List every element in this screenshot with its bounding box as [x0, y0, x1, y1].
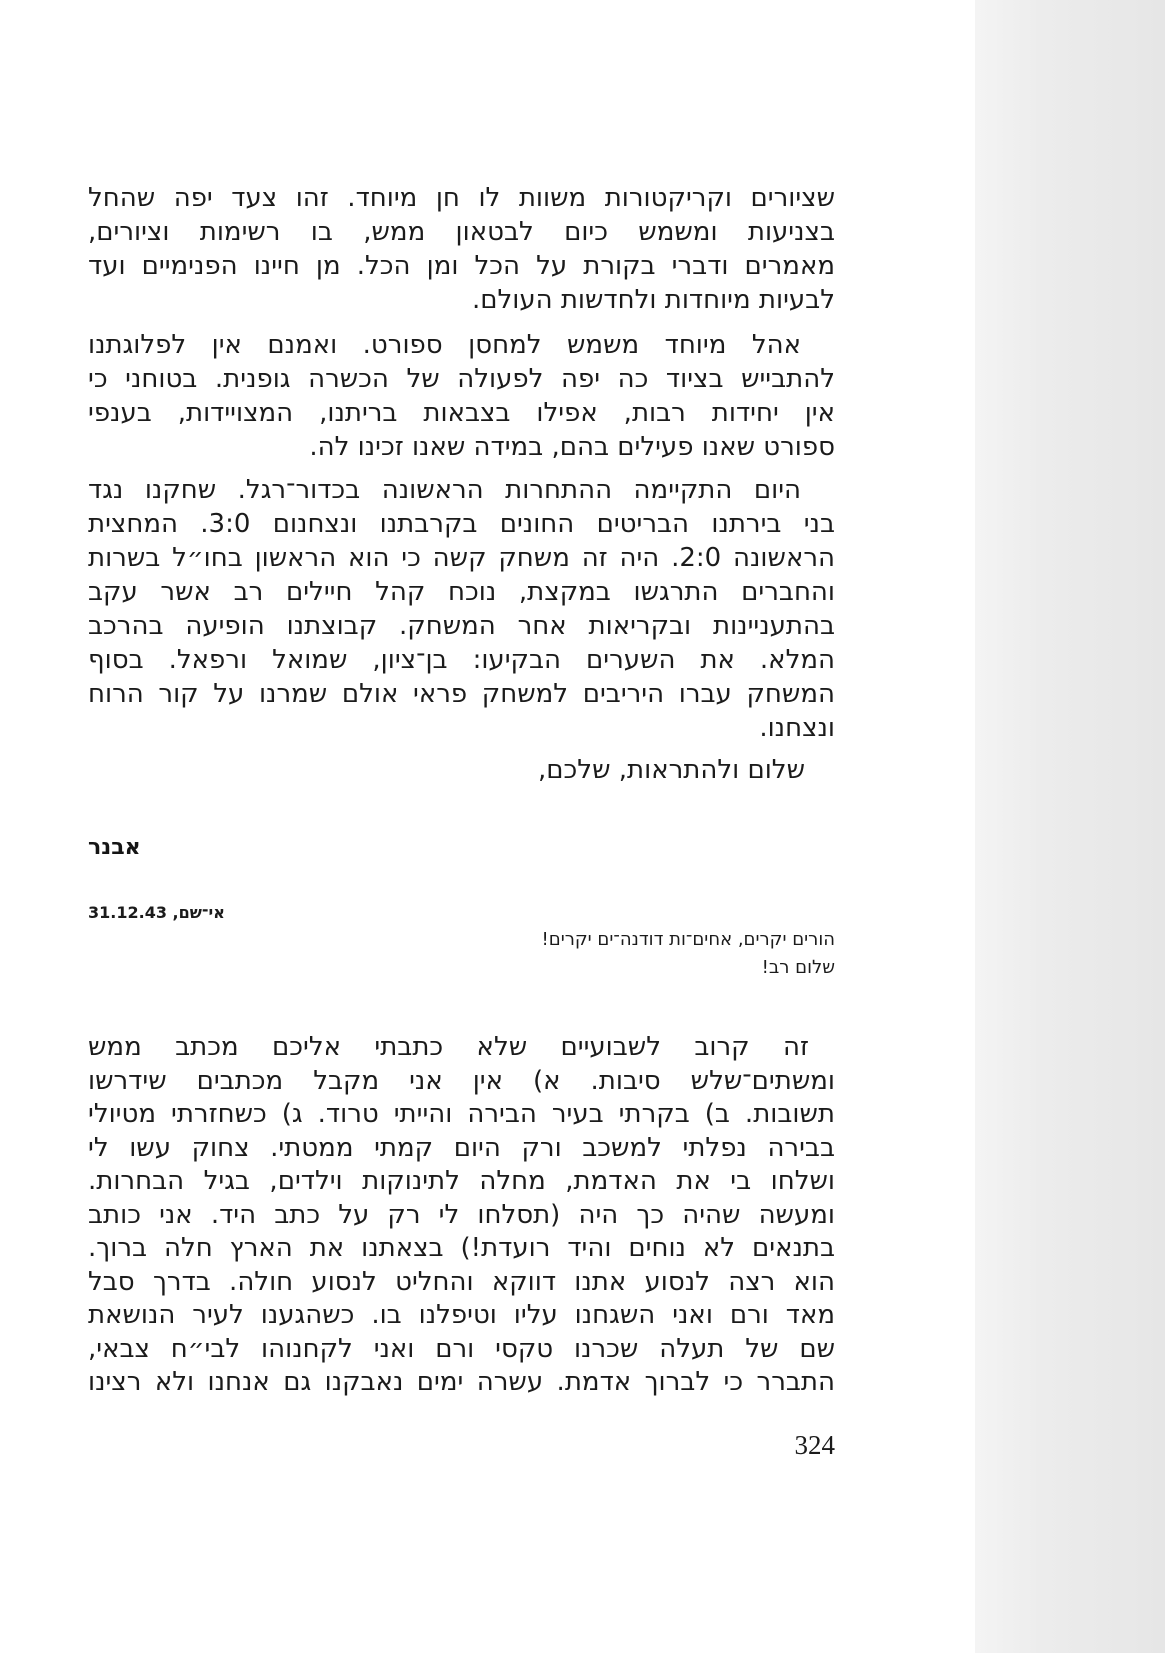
signature: אבנר: [88, 835, 141, 860]
closing-line: שלום ולהתראות, שלכם,: [538, 755, 805, 785]
text-line: המשחק עברו היריבים למשחק פראי אולם שמרנו על קור הרוח: [88, 679, 835, 709]
paragraph: [88, 1031, 835, 1400]
salutation: הורים יקרים, אחים־ות דודנה־ים יקרים!: [541, 929, 835, 950]
text-line: להתבייש בציוד כה יפה לפעולה של הכשרה גופנית. בטוחני כי: [88, 364, 835, 394]
text-line: בהתעניינות ובקריאות אחר המשחק. קבוצתנו הופיעה בהרכב: [88, 611, 835, 641]
text-line: הוא רצה לנסוע אתנו דווקא והחליט לנסוע חולה. בדרך סבל: [88, 1266, 835, 1297]
text-line: אהל מיוחד משמש למחסן ספורט. ואמנם אין לפלוגתנו: [88, 330, 801, 360]
text-line: המלא. את השערים הבקיעו: בן־ציון, שמואל ורפאל. בסוף: [88, 645, 835, 675]
text-line: שציורים וקריקטורות משוות לו חן מיוחד. זהו צעד יפה שהחל: [88, 183, 835, 213]
paragraph: [88, 473, 835, 745]
page-number: 324: [794, 1430, 835, 1460]
text-line: זה קרוב לשבועיים שלא כתבתי אליכם מכתב ממש: [88, 1032, 809, 1062]
text-line: תשובות. ב) בקרתי בעיר הבירה והייתי טרוד. ג) כשחזרתי מטיולי: [88, 1099, 835, 1129]
paragraph: [88, 328, 835, 464]
text-line: בני בירתנו הבריטים החונים בקרבתנו ונצחנום 3:0. המחצית: [88, 509, 835, 539]
text-line: בצניעות ומשמש כיום לבטאון ממש, בו רשימות וציורים,: [88, 217, 835, 247]
text-line: והחברים התרגשו במקצת, נוכח קהל חיילים רב אשר עקב: [88, 577, 835, 607]
text-line: לבעיות מיוחדות ולחדשות העולם.: [471, 285, 835, 315]
text-line: היום התקיימה ההתחרות הראשונה בכדור־רגל. שחקנו נגד: [88, 475, 801, 505]
text-line: מאמרים ודברי בקורת על הכל ומן הכל. מן חיינו הפנימיים ועד: [88, 251, 835, 281]
text-line: ונצחנו.: [759, 713, 835, 743]
text-line: מאד ורם ואני השגחנו עליו וטיפלנו בו. כשהגענו לעיר הנושאת: [88, 1300, 835, 1330]
place-date: אי־שם, 31.12.43: [88, 903, 225, 922]
text-line: ושלחו בי את האדמת, מחלה לתינוקות וילדים, בגיל הבחרות.: [88, 1166, 835, 1196]
text-line: ומשתים־שלש סיבות. א) אין אני מקבל מכתבים שידרשו: [88, 1065, 835, 1096]
paragraph: [88, 181, 835, 317]
page-gutter-shadow: [975, 0, 1165, 1653]
text-line: אין יחידות רבות, אפילו בצבאות בריתנו, המצויידות, בענפי: [88, 398, 835, 428]
text-line: בתנאים לא נוחים והיד רועדת!) בצאתנו את הארץ חלה ברוך.: [88, 1233, 835, 1263]
text-line: הראשונה 2:0. היה זה משחק קשה כי הוא הראשון בחו״ל בשרות: [88, 543, 835, 573]
text-line: בבירה נפלתי למשכב ורק היום קמתי ממטתי. צחוק עשו לי: [88, 1132, 835, 1163]
text-line: שם של תעלה שכרנו טקסי ורם ואני לקחנוהו לבי״ח צבאי,: [88, 1333, 835, 1364]
text-line: ומעשה שהיה כך היה (תסלחו לי רק על כתב היד. אני כותב: [88, 1199, 835, 1230]
text-line: התברר כי לברוך אדמת. עשרה ימים נאבקנו גם אנחנו ולא רצינו: [88, 1367, 835, 1397]
text-line: ספורט שאנו פעילים בהם, במידה שאנו זכינו לה.: [309, 432, 835, 462]
greeting: שלום רב!: [761, 957, 835, 978]
